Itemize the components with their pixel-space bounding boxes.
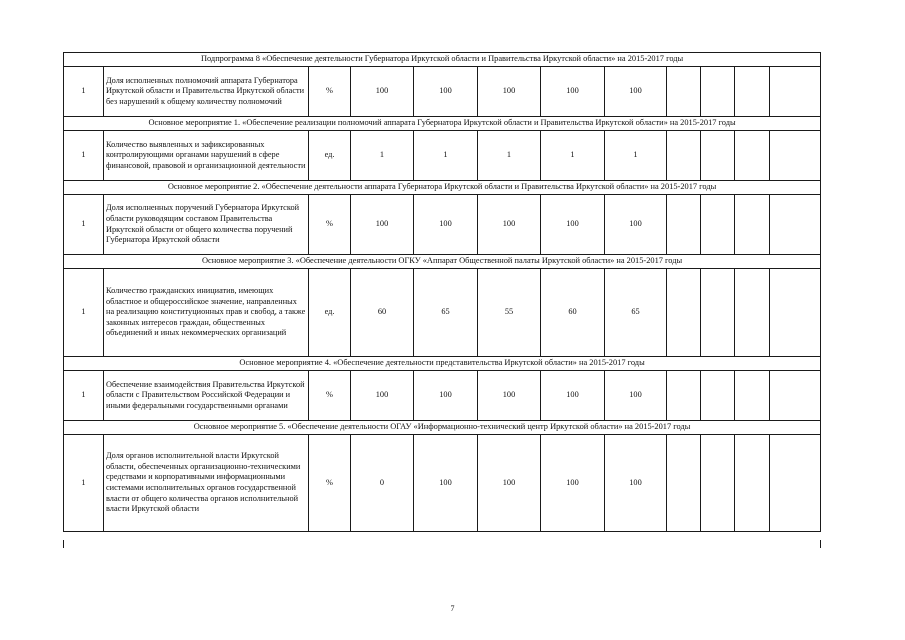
unit-of-measure: % <box>309 371 351 421</box>
indicator-value: 100 <box>605 67 667 117</box>
indicator-value <box>735 195 770 255</box>
row-number: 1 <box>64 435 104 532</box>
indicator-value <box>701 131 735 181</box>
indicator-value: 60 <box>541 269 605 357</box>
indicator-value: 100 <box>605 195 667 255</box>
indicator-description: Доля исполненных поручений Губернатора Иркутской области руководящим составом Правительства Иркутской области от общего количества поручений Губернатора Иркутской области <box>104 195 309 255</box>
indicator-value: 100 <box>605 435 667 532</box>
indicator-value: 100 <box>414 371 478 421</box>
indicator-value <box>701 371 735 421</box>
indicator-value: 100 <box>478 435 541 532</box>
table-row <box>64 67 821 117</box>
indicator-value: 55 <box>478 269 541 357</box>
indicator-value <box>735 269 770 357</box>
indicator-value <box>701 195 735 255</box>
row-number: 1 <box>64 269 104 357</box>
indicator-value: 100 <box>351 195 414 255</box>
indicator-value <box>770 195 821 255</box>
indicator-description: Количество гражданских инициатив, имеющих областное и общероссийское значение, направленных на реализацию конституционных прав и свобод, а также законных интересов граждан, общественных объединений и иных некоммерческих организаций <box>104 269 309 357</box>
indicator-description: Количество выявленных и зафиксированных контролирующими органами нарушений в сфере финансовой, правовой и организационной деятельности <box>104 131 309 181</box>
indicator-description: Доля органов исполнительной власти Иркутской области, обеспеченных организационно-техническими средствами и корпоративными информационными системами исполнительных органов государственной власти от общего количества органов исполнительной власти Иркутской области <box>104 435 309 532</box>
section-header-row <box>64 255 821 269</box>
section-header-row <box>64 421 821 435</box>
indicator-value: 100 <box>414 67 478 117</box>
indicator-value <box>667 131 701 181</box>
indicator-value: 65 <box>605 269 667 357</box>
row-number: 1 <box>64 131 104 181</box>
indicator-value <box>667 435 701 532</box>
indicator-value: 100 <box>541 195 605 255</box>
indicator-value <box>667 371 701 421</box>
indicator-value <box>770 67 821 117</box>
section-title: Подпрограмма 8 «Обеспечение деятельности Губернатора Иркутской области и Правительства Иркутской области» на 2015-2017 годы <box>64 53 821 67</box>
section-title: Основное мероприятие 4. «Обеспечение деятельности представительства Иркутской области» на 2015-2017 годы <box>64 357 821 371</box>
indicator-value: 100 <box>351 371 414 421</box>
indicator-value <box>735 67 770 117</box>
indicator-description: Обеспечение взаимодействия Правительства Иркутской области с Правительством Российской Федерации и иными федеральными государственными органами <box>104 371 309 421</box>
indicator-description: Доля исполненных полномочий аппарата Губернатора Иркутской области и Правительства Иркутской области без нарушений к общему количеству полномочий <box>104 67 309 117</box>
indicator-value: 100 <box>541 435 605 532</box>
indicator-value <box>701 269 735 357</box>
indicator-value: 60 <box>351 269 414 357</box>
row-number: 1 <box>64 371 104 421</box>
section-title: Основное мероприятие 1. «Обеспечение реализации полномочий аппарата Губернатора Иркутской области и Правительства Иркутской области» на 2015-2017 годы <box>64 117 821 131</box>
indicator-value <box>735 131 770 181</box>
indicator-value: 65 <box>414 269 478 357</box>
row-number: 1 <box>64 195 104 255</box>
indicator-value: 1 <box>541 131 605 181</box>
table-row <box>64 269 821 357</box>
indicator-value: 1 <box>605 131 667 181</box>
table-row <box>64 195 821 255</box>
indicator-value <box>770 435 821 532</box>
indicator-value: 100 <box>414 435 478 532</box>
page-number: 7 <box>450 604 455 613</box>
table-row <box>64 131 821 181</box>
indicator-value <box>735 435 770 532</box>
indicator-value: 1 <box>414 131 478 181</box>
section-header-row <box>64 181 821 195</box>
indicator-value <box>701 435 735 532</box>
section-header-row <box>64 117 821 131</box>
indicator-value: 100 <box>414 195 478 255</box>
indicator-value: 1 <box>351 131 414 181</box>
section-header-row <box>64 53 821 67</box>
indicator-value: 100 <box>541 371 605 421</box>
section-title: Основное мероприятие 2. «Обеспечение деятельности аппарата Губернатора Иркутской области и Правительства Иркутской области» на 2015-2017 годы <box>64 181 821 195</box>
indicator-value: 100 <box>351 67 414 117</box>
unit-of-measure: % <box>309 67 351 117</box>
section-header-row <box>64 357 821 371</box>
indicator-value <box>667 269 701 357</box>
table-row <box>64 371 821 421</box>
indicator-value: 100 <box>478 195 541 255</box>
indicator-value <box>770 371 821 421</box>
unit-of-measure: ед. <box>309 131 351 181</box>
indicator-value <box>770 269 821 357</box>
indicators-table <box>63 52 821 532</box>
unit-of-measure: ед. <box>309 269 351 357</box>
section-title: Основное мероприятие 5. «Обеспечение деятельности ОГАУ «Информационно-технический центр Иркутской области» на 2015-2017 годы <box>64 421 821 435</box>
indicator-value: 100 <box>478 371 541 421</box>
indicator-value <box>667 195 701 255</box>
indicator-value <box>701 67 735 117</box>
table-row <box>64 435 821 532</box>
indicator-value <box>667 67 701 117</box>
indicator-value <box>770 131 821 181</box>
unit-of-measure: % <box>309 195 351 255</box>
indicator-value <box>735 371 770 421</box>
row-number: 1 <box>64 67 104 117</box>
indicator-value: 100 <box>541 67 605 117</box>
indicator-value: 100 <box>478 67 541 117</box>
indicator-value: 0 <box>351 435 414 532</box>
unit-of-measure: % <box>309 435 351 532</box>
indicator-value: 100 <box>605 371 667 421</box>
indicator-value: 1 <box>478 131 541 181</box>
section-title: Основное мероприятие 3. «Обеспечение деятельности ОГКУ «Аппарат Общественной палаты Иркутской области» на 2015-2017 годы <box>64 255 821 269</box>
